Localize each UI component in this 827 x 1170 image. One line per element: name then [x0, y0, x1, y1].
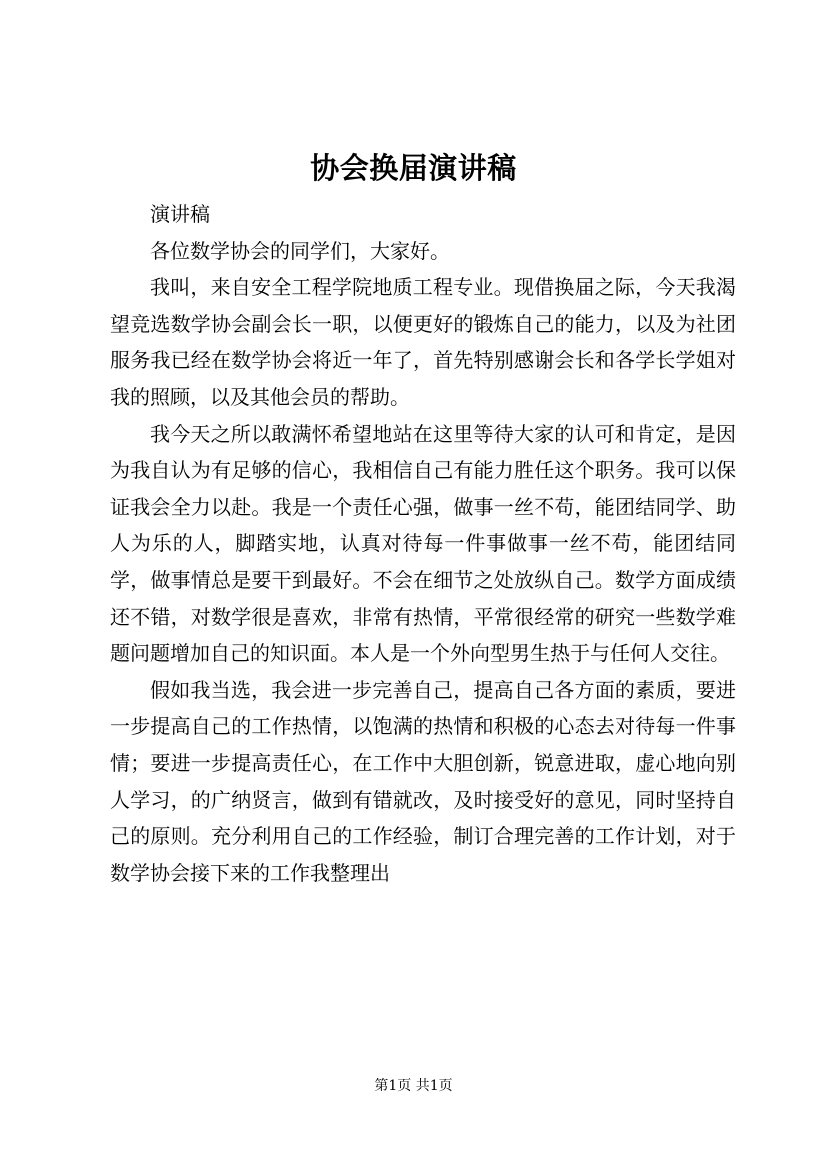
paragraph-plans: 假如我当选，我会进一步完善自己，提高自己各方面的素质，要进一步提高自己的工作热情，以饱满的热情和积极的心态去对待每一件事情；要进一步提高责任心，在工作中大胆创新，锐意进取，虚心地向别人学习，的广纳贤言，做到有错就改，及时接受好的意见，同时坚持自己的原则。充分利用自己的工作经验，制订合理完善的工作计划，对于数学协会接下来的工作我整理出: [110, 677, 736, 885]
paragraph-heading: 演讲稿: [150, 202, 210, 226]
page-footer: 第1页 共1页: [374, 1078, 453, 1094]
paragraph-greeting: 各位数学协会的同学们，大家好。: [150, 238, 450, 263]
paragraph-introduction: 我叫，来自安全工程学院地质工程专业。现借换届之际，今天我渴望竞选数学协会副会长一职，以便更好的锻炼自己的能力，以及为社团服务我已经在数学协会将近一年了，首先特别感谢会长和各学长学姐对我的照顾，以及其他会员的帮助。: [110, 275, 736, 409]
paragraph-qualifications: 我今天之所以敢满怀希望地站在这里等待大家的认可和肯定，是因为我自认为有足够的信心，我相信自己有能力胜任这个职务。我可以保证我会全力以赴。我是一个责任心强，做事一丝不苟，能团结同学、助人为乐的人，脚踏实地，认真对待每一件事做事一丝不苟，能团结同学，做事情总是要干到最好。不会在细节之处放纵自己。数学方面成绩还不错，对数学很是喜欢，非常有热情，平常很经常的研究一些数学难题问题增加自己的知识面。本人是一个外向型男生热于与任何人交往。: [110, 421, 736, 666]
document-body: [110, 196, 736, 891]
document-title: 协会换届演讲稿: [310, 151, 517, 185]
